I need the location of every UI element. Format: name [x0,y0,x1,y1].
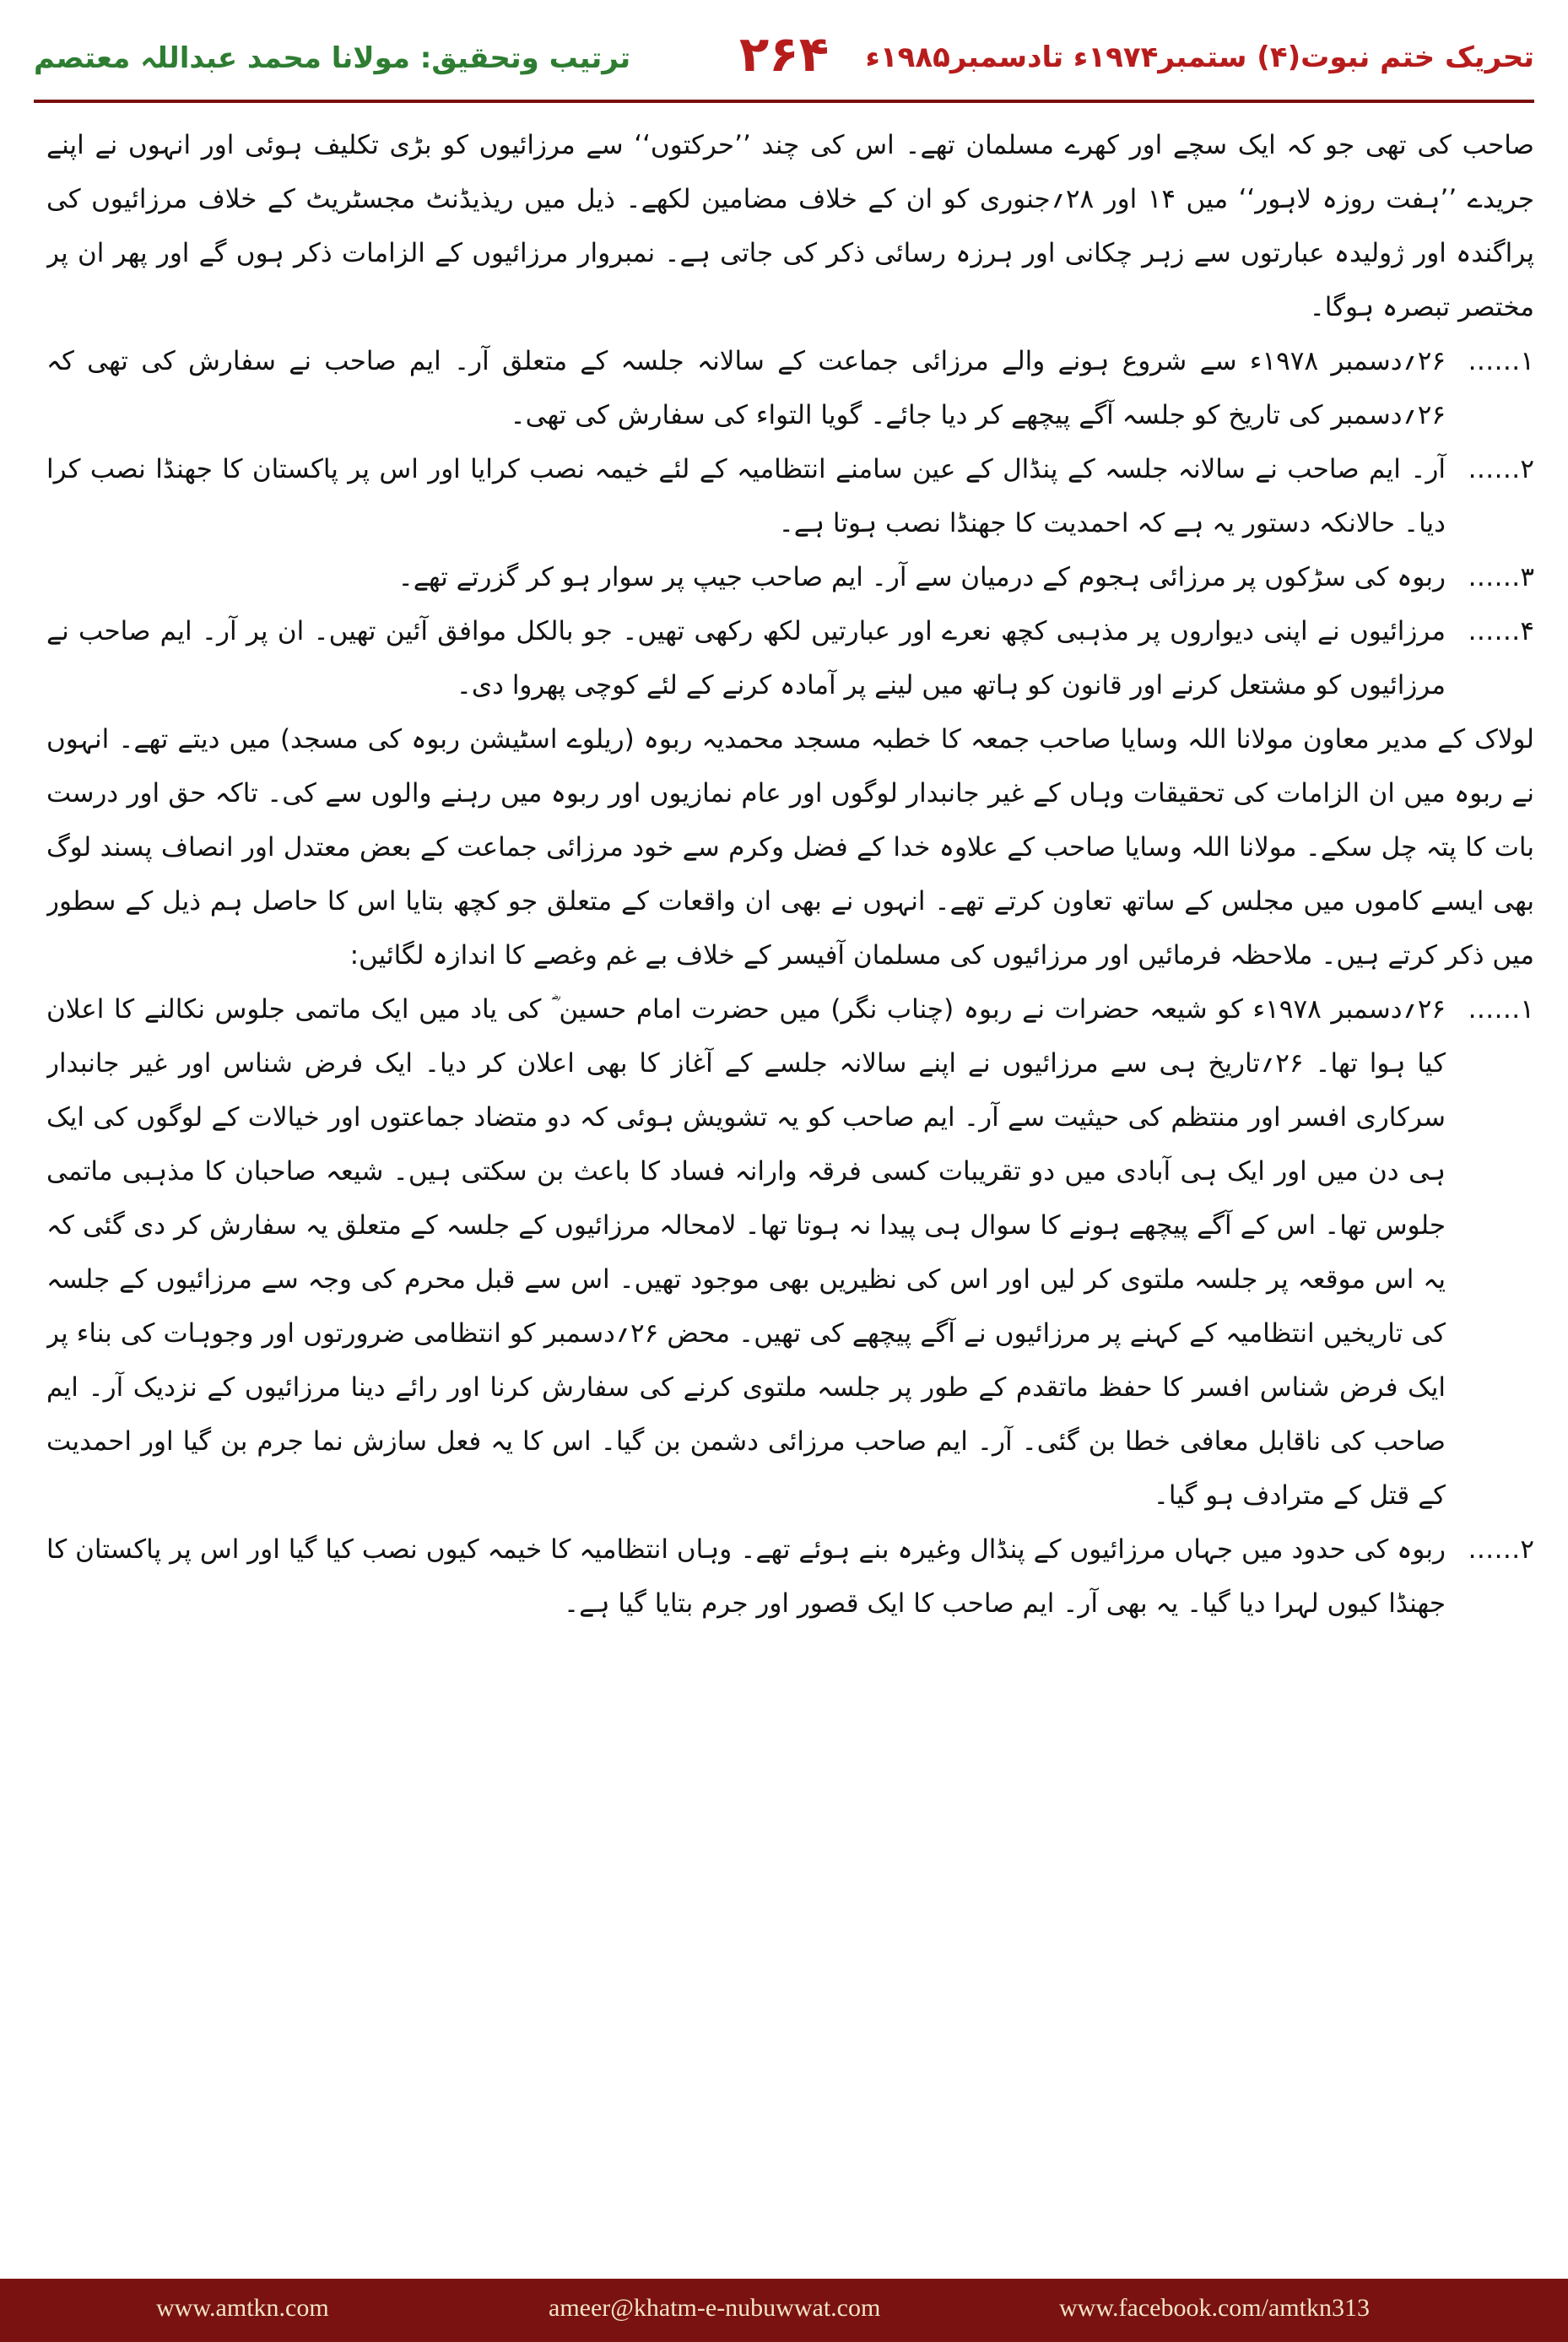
item-text: ربوہ کی سڑکوں پر مرزائی ہجوم کے درمیان سے آر۔ ایم صاحب جیپ پر سوار ہو کر گزرتے تھے۔ [397,562,1446,592]
item-number: ۳…… [1468,562,1534,592]
charge-item [46,550,1534,604]
item-text: آر۔ ایم صاحب نے سالانہ جلسہ کے پنڈال کے عین سامنے انتظامیہ کے لئے خیمہ نصب کرایا اور اس پر پاکستان کا جھنڈا نصب کرا دیا۔ حالانکہ دستور یہ ہے کہ احمدیت کا جھنڈا نصب ہوتا ہے۔ [46,454,1446,538]
intro-paragraph: صاحب کی تھی جو کہ ایک سچے اور کھرے مسلمان تھے۔ اس کی چند ’’حرکتوں‘‘ سے مرزائیوں کو بڑی تکلیف ہوئی اور انہوں نے اپنے جریدے ’’ہفت روزہ لاہور‘‘ میں ۱۴ اور ۲۸؍جنوری کو ان کے خلاف مضامین لکھے۔ ذیل میں ریذیڈنٹ مجسٹریٹ کے خلاف مرزائیوں کی پراگندہ اور ژولیدہ عبارتوں سے زہر چکانی اور ہرزہ رسائی ذکر کی جاتی ہے۔ نمبروار مرزائیوں کے الزامات ذکر ہوں گے اور پھر ان پر مختصر تبصرہ ہوگا۔ [46,130,1534,322]
item-number: ۲…… [1468,454,1534,484]
item-number: ۱…… [1468,346,1534,376]
email-link[interactable]: ameer@khatm-e-nubuwwat.com [549,2294,881,2322]
charge-item [46,334,1534,442]
page-header [34,25,1534,101]
item-number: ۱…… [1468,994,1534,1025]
item-number: ۲…… [1468,1534,1534,1565]
item-text: ۲۶؍دسمبر ۱۹۷۸ء کو شیعہ حضرات نے ربوہ (چناب نگر) میں حضرت امام حسین ؓ کی یاد میں ایک ماتمی جلوس نکالنے کا اعلان کیا ہوا تھا۔ ۲۶؍تاریخ ہی سے مرزائیوں نے اپنے سالانہ جلسے کے آغاز کا بھی اعلان کر دیا۔ ایک فرض شناس اور غیر جانبدار سرکاری افسر اور منتظم کی حیثیت سے آر۔ ایم صاحب کو یہ تشویش ہوئی کہ دو متضاد جماعتوں اور خیالات کے لوگوں کی ایک ہی دن میں اور ایک ہی آبادی میں دو تقریبات کسی فرقہ وارانہ فساد کا باعث بن سکتی ہیں۔ شیعہ صاحبان کا مذہبی ماتمی جلوس تھا۔ اس کے آگے پیچھے ہونے کا سوال ہی پیدا نہ ہوتا تھا۔ لامحالہ مرزائیوں کے جلسہ کے متعلق یہ سفارش کر دی گئی کہ یہ اس موقعہ پر جلسہ ملتوی کر لیں اور اس کی نظیریں بھی موجود تھیں۔ اس سے قبل محرم کی وجہ سے مرزائیوں کے جلسہ کی تاریخیں انتظامیہ کے کہنے پر مرزائیوں نے آگے پیچھے کی تھیں۔ محض ۲۶؍دسمبر کو انتظامی ضرورتوں اور وجوہات کی بناء پر ایک فرض شناس افسر کا حفظ ماتقدم کے طور پر جلسہ ملتوی کرنے کی سفارش کرنا اور رائے دینا مرزائیوں کے نزدیک آر۔ ایم صاحب کی ناقابل معافی خطا بن گئی۔ آر۔ ایم صاحب مرزائی دشمن بن گیا۔ اس کا یہ فعل سازش نما جرم بن گیا اور احمدیت کے قتل کے مترادف ہو گیا۔ [46,994,1446,1511]
item-text: مرزائیوں نے اپنی دیواروں پر مذہبی کچھ نعرے اور عبارتیں لکھ رکھی تھیں۔ جو بالکل موافق آئین تھیں۔ ان پر آر۔ ایم صاحب نے مرزائیوں کو مشتعل کرنے اور قانون کو ہاتھ میں لینے پر آمادہ کرنے کے لئے کوچی پھروا دی۔ [46,616,1446,700]
facebook-link[interactable]: www.facebook.com/amtkn313 [1059,2294,1370,2322]
item-text: ۲۶؍دسمبر ۱۹۷۸ء سے شروع ہونے والے مرزائی جماعت کے سالانہ جلسہ کے متعلق آر۔ ایم صاحب نے سفارش کی تھی کہ ۲۶؍دسمبر کی تاریخ کو جلسہ آگے پیچھے کر دیا جائے۔ گویا التواء کی سفارش کی تھی۔ [46,346,1446,430]
page-body [46,118,1534,2211]
answer-item [46,982,1534,1523]
item-number: ۴…… [1468,616,1534,646]
book-title: تحریک ختم نبوت(۴) ستمبر۱۹۷۴ء تادسمبر۱۹۸۵ء [865,41,1534,74]
charge-item [46,442,1534,550]
website-link[interactable]: www.amtkn.com [156,2294,329,2322]
item-text: ربوہ کی حدود میں جہاں مرزائیوں کے پنڈال وغیرہ بنے ہوئے تھے۔ وہاں انتظامیہ کا خیمہ کیوں نصب کیا گیا اور اس پر پاکستان کا جھنڈا کیوں لہرا دیا گیا۔ یہ بھی آر۔ ایم صاحب کا ایک قصور اور جرم بتایا گیا ہے۔ [46,1534,1446,1619]
investigation-paragraph: لولاک کے مدیر معاون مولانا اللہ وسایا صاحب جمعہ کا خطبہ مسجد محمدیہ ربوہ (ریلوے اسٹیشن ربوہ کی مسجد) میں دیتے تھے۔ انہوں نے ربوہ میں ان الزامات کی تحقیقات وہاں کے غیر جانبدار لوگوں اور عام نمازیوں اور ربوہ میں رہنے والوں سے کی۔ تاکہ حق اور درست بات کا پتہ چل سکے۔ مولانا اللہ وسایا صاحب کے علاوہ خدا کے فضل وکرم سے خود مرزائی جماعت کے بعض معتدل اور انصاف پسند لوگ بھی ایسے کاموں میں مجلس کے ساتھ تعاون کرتے تھے۔ انہوں نے بھی ان واقعات کے متعلق جو کچھ بتایا اس کا حاصل ہم ذیل کے سطور میں ذکر کرتے ہیں۔ ملاحظہ فرمائیں اور مرزائیوں کی مسلمان آفیسر کے خلاف بے غم وغصے کا اندازہ لگائیں: [46,724,1534,971]
compiler-credit: ترتیب وتحقیق: مولانا محمد عبداللہ معتصم [34,41,631,75]
header-divider [34,100,1534,103]
page-footer [0,2279,1568,2342]
page-number: ۲۶۴ [738,25,830,83]
charge-item [46,604,1534,712]
answer-item [46,1523,1534,1631]
